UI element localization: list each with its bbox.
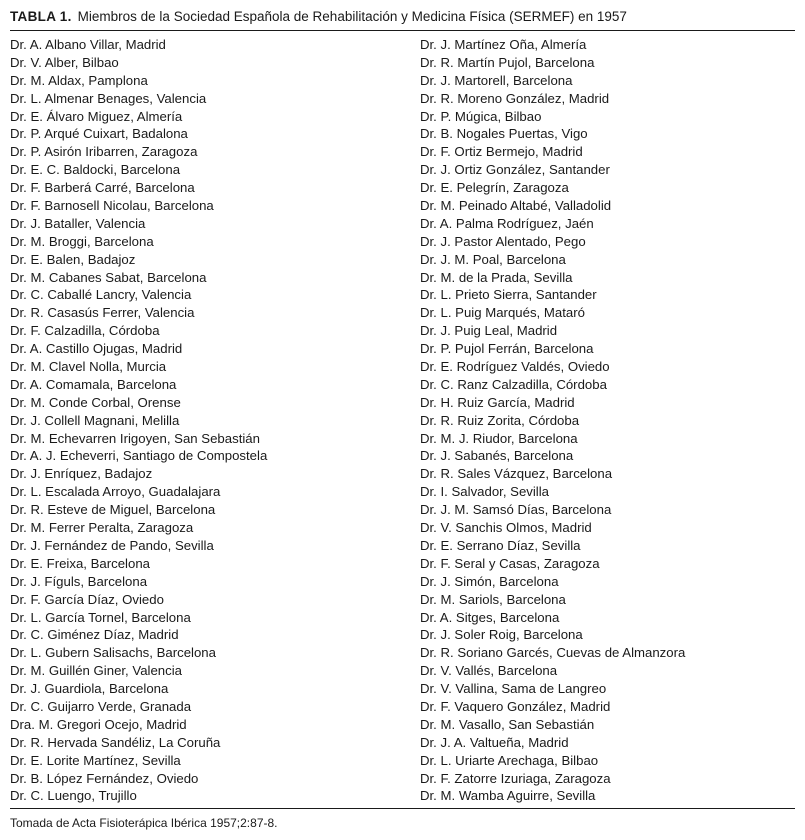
member-entry: Dr. L. Uriarte Arechaga, Bilbao <box>420 752 599 768</box>
member-entry: Dr. C. Guijarro Verde, Granada <box>10 698 192 714</box>
member-entry: Dr. E. Freixa, Barcelona <box>10 555 150 571</box>
member-entry: Dr. J. Puig Leal, Madrid <box>420 323 558 339</box>
member-entry: Dr. M. Cabanes Sabat, Barcelona <box>10 269 207 285</box>
member-entry: Dr. F. Calzadilla, Córdoba <box>10 323 160 339</box>
table-label: TABLA 1. <box>10 9 72 24</box>
member-entry: Dr. P. Asirón Iribarren, Zaragoza <box>10 144 198 160</box>
member-entry: Dr. A. J. Echeverri, Santiago de Compostela <box>10 448 268 464</box>
member-entry: Dr. E. Lorite Martínez, Sevilla <box>10 752 181 768</box>
member-entry: Dr. M. J. Riudor, Barcelona <box>420 430 578 446</box>
member-entry: Dr. J. Ortiz González, Santander <box>420 162 610 178</box>
member-entry: Dr. R. Ruiz Zorita, Córdoba <box>420 412 580 428</box>
member-entry: Dr. J. A. Valtueña, Madrid <box>420 734 569 750</box>
member-entry: Dr. R. Moreno González, Madrid <box>420 90 610 106</box>
member-entry: Dr. A. Palma Rodríguez, Jaén <box>420 215 594 231</box>
member-entry: Dr. M. de la Prada, Sevilla <box>420 269 573 285</box>
member-entry: Dr. J. Pastor Alentado, Pego <box>420 233 586 249</box>
member-entry: Dr. E. Rodríguez Valdés, Oviedo <box>420 359 610 375</box>
member-entry: Dr. V. Alber, Bilbao <box>10 54 119 70</box>
member-entry: Dr. F. García Díaz, Oviedo <box>10 591 164 607</box>
top-rule <box>10 30 795 31</box>
member-entry: Dr. J. Martínez Oña, Almería <box>420 37 587 52</box>
member-entry: Dr. J. Bataller, Valencia <box>10 215 146 231</box>
member-entry: Dr. L. Almenar Benages, Valencia <box>10 90 207 106</box>
member-entry: Dr. E. Serrano Díaz, Sevilla <box>420 537 581 553</box>
member-entry: Dr. A. Comamala, Barcelona <box>10 376 177 392</box>
member-entry: Dr. M. Vasallo, San Sebastián <box>420 716 595 732</box>
member-entry: Dra. M. Gregori Ocejo, Madrid <box>10 716 187 732</box>
member-entry: Dr. M. Echevarren Irigoyen, San Sebastián <box>10 430 260 446</box>
member-entry: Dr. C. Ranz Calzadilla, Córdoba <box>420 376 607 392</box>
member-entry: Dr. L. García Tornel, Barcelona <box>10 609 191 625</box>
member-entry: Dr. B. Nogales Puertas, Vigo <box>420 126 588 142</box>
member-entry: Dr. V. Vallina, Sama de Langreo <box>420 681 607 697</box>
member-entry: Dr. M. Conde Corbal, Orense <box>10 394 181 410</box>
member-entry: Dr. R. Soriano Garcés, Cuevas de Almanzora <box>420 645 686 661</box>
member-entry: Dr. L. Puig Marqués, Mataró <box>420 305 585 321</box>
member-entry: Dr. M. Guillén Giner, Valencia <box>10 663 182 679</box>
member-entry: Dr. B. López Fernández, Oviedo <box>10 770 199 786</box>
member-entry: Dr. R. Martín Pujol, Barcelona <box>420 54 595 70</box>
member-entry: Dr. P. Múgica, Bilbao <box>420 108 542 124</box>
member-entry: Dr. R. Hervada Sandéliz, La Coruña <box>10 734 221 750</box>
members-list-right <box>420 36 800 805</box>
member-entry: Dr. L. Gubern Salisachs, Barcelona <box>10 645 216 661</box>
member-entry: Dr. F. Zatorre Izuriaga, Zaragoza <box>420 770 611 786</box>
member-entry: Dr. J. Soler Roig, Barcelona <box>420 627 583 643</box>
member-entry: Dr. J. Fíguls, Barcelona <box>10 573 148 589</box>
member-entry: Dr. A. Sitges, Barcelona <box>420 609 560 625</box>
member-entry: Dr. L. Prieto Sierra, Santander <box>420 287 597 303</box>
member-entry: Dr. J. Guardiola, Barcelona <box>10 681 169 697</box>
member-entry: Dr. A. Albano Villar, Madrid <box>10 37 166 52</box>
member-entry: Dr. F. Barberá Carré, Barcelona <box>10 180 195 196</box>
member-entry: Dr. F. Barnosell Nicolau, Barcelona <box>10 198 214 214</box>
member-entry: Dr. R. Casasús Ferrer, Valencia <box>10 305 195 321</box>
table-caption: Miembros de la Sociedad Española de Rehabilitación y Medicina Física (SERMEF) en 1957 <box>77 9 627 24</box>
member-entry: Dr. J. M. Poal, Barcelona <box>420 251 566 267</box>
member-entry: Dr. I. Salvador, Sevilla <box>420 484 550 500</box>
member-entry: Dr. P. Arqué Cuixart, Badalona <box>10 126 188 142</box>
members-list-left <box>10 36 410 805</box>
member-entry: Dr. V. Vallés, Barcelona <box>420 663 558 679</box>
member-entry: Dr. C. Giménez Díaz, Madrid <box>10 627 179 643</box>
member-entry: Dr. R. Sales Vázquez, Barcelona <box>420 466 613 482</box>
member-entry: Dr. J. Enríquez, Badajoz <box>10 466 153 482</box>
table-title <box>10 9 627 24</box>
member-entry: Dr. E. Pelegrín, Zaragoza <box>420 180 569 196</box>
member-entry: Dr. M. Sariols, Barcelona <box>420 591 566 607</box>
member-entry: Dr. E. C. Baldocki, Barcelona <box>10 162 181 178</box>
member-entry: Dr. L. Escalada Arroyo, Guadalajara <box>10 484 221 500</box>
member-entry: Dr. M. Broggi, Barcelona <box>10 233 154 249</box>
member-entry: Dr. C. Caballé Lancry, Valencia <box>10 287 192 303</box>
member-entry: Dr. M. Wamba Aguirre, Sevilla <box>420 788 596 804</box>
member-entry: Dr. M. Aldax, Pamplona <box>10 72 148 88</box>
member-entry: Dr. J. Martorell, Barcelona <box>420 72 573 88</box>
member-entry: Dr. H. Ruiz García, Madrid <box>420 394 575 410</box>
member-entry: Dr. F. Seral y Casas, Zaragoza <box>420 555 600 571</box>
member-entry: Dr. R. Esteve de Miguel, Barcelona <box>10 502 216 518</box>
member-entry: Dr. P. Pujol Ferrán, Barcelona <box>420 341 594 357</box>
member-entry: Dr. J. Fernández de Pando, Sevilla <box>10 537 214 553</box>
member-entry: Dr. A. Castillo Ojugas, Madrid <box>10 341 183 357</box>
member-entry: Dr. J. Collell Magnani, Melilla <box>10 412 180 428</box>
member-entry: Dr. M. Ferrer Peralta, Zaragoza <box>10 520 194 536</box>
member-entry: Dr. J. Simón, Barcelona <box>420 573 559 589</box>
member-entry: Dr. J. M. Samsó Días, Barcelona <box>420 502 612 518</box>
member-entry: Dr. F. Ortiz Bermejo, Madrid <box>420 144 583 160</box>
member-entry: Dr. M. Peinado Altabé, Valladolid <box>420 198 612 214</box>
source-note: Tomada de Acta Fisioterápica Ibérica 1957;2:87-8. <box>10 816 278 830</box>
member-entry: Dr. E. Balen, Badajoz <box>10 251 136 267</box>
member-entry: Dr. F. Vaquero González, Madrid <box>420 698 611 714</box>
member-entry: Dr. V. Sanchis Olmos, Madrid <box>420 520 592 536</box>
member-entry: Dr. E. Álvaro Miguez, Almería <box>10 108 183 124</box>
member-entry: Dr. J. Sabanés, Barcelona <box>420 448 574 464</box>
member-entry: Dr. C. Luengo, Trujillo <box>10 788 137 804</box>
member-entry: Dr. M. Clavel Nolla, Murcia <box>10 359 167 375</box>
bottom-rule <box>10 808 795 809</box>
